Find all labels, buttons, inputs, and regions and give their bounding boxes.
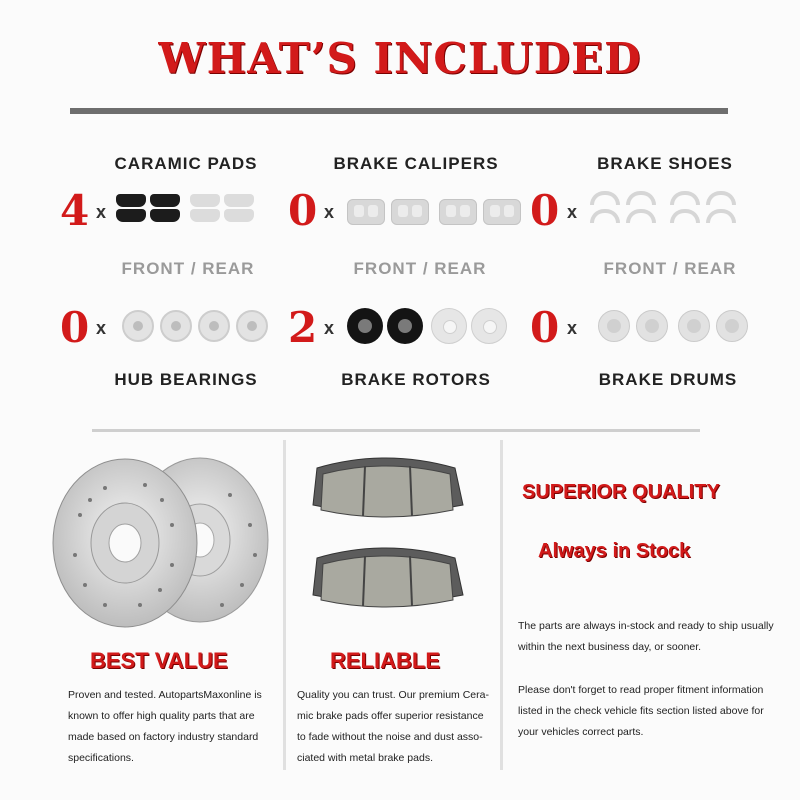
reliable-heading: RELIABLE — [330, 648, 440, 673]
rotor-icon — [347, 308, 383, 344]
brake-pads-image — [305, 450, 470, 630]
reliable-line: mic brake pads offer superior resistance — [297, 710, 484, 722]
best-value-heading: BEST VALUE — [90, 648, 228, 673]
section-divider — [92, 429, 700, 432]
rotor-icon — [471, 308, 507, 344]
brake-rotors-icons — [347, 308, 507, 344]
reliable-line: Quality you can trust. Our premium Cera- — [297, 689, 489, 701]
column-divider — [283, 440, 286, 770]
brake-drums-qty: 0 — [530, 303, 560, 352]
rear-pads-icon — [224, 193, 254, 223]
hub-bearing-icon — [236, 310, 268, 342]
in-stock-line: within the next business day, or sooner. — [518, 641, 702, 653]
hub-bearing-icon — [198, 310, 230, 342]
title-divider — [70, 108, 728, 114]
hub-bearings-qty: 0 — [60, 303, 90, 352]
rotor-icon — [431, 308, 467, 344]
column-divider — [500, 440, 503, 770]
best-value-line: known to offer high quality parts that are — [68, 710, 255, 722]
fitment-line: your vehicles correct parts. — [518, 726, 644, 738]
best-value-line: Proven and tested. AutopartsMaxonline is — [68, 689, 262, 701]
rear-pads-icon — [190, 193, 220, 223]
brake-shoes-icons — [590, 191, 740, 223]
reliable-line: to fade without the noise and dust asso- — [297, 731, 483, 743]
drum-icon — [636, 310, 668, 342]
page-title: WHAT’S INCLUDED — [158, 34, 642, 83]
drum-icon — [678, 310, 710, 342]
brake-rotors-x: x — [324, 318, 335, 338]
reliable-text — [297, 685, 497, 769]
brake-drums-icons — [598, 310, 748, 342]
caliper-icon — [347, 199, 385, 225]
brake-drums-label: BRAKE DRUMS — [598, 370, 738, 389]
hub-bearings-icons — [122, 310, 268, 342]
caramic-pads-x: x — [96, 202, 107, 222]
in-stock-line: The parts are always in-stock and ready to ship usually — [518, 620, 774, 632]
shoe-set-icon — [590, 191, 660, 223]
hub-bearings-label: HUB BEARINGS — [114, 370, 258, 389]
in-stock-text — [518, 616, 788, 658]
drum-icon — [716, 310, 748, 342]
front-pads-icon — [116, 193, 146, 223]
best-value-text — [68, 685, 278, 769]
drum-icon — [598, 310, 630, 342]
superior-quality-heading: SUPERIOR QUALITY — [522, 481, 720, 503]
front-rear-label-3: FRONT / REAR — [603, 259, 737, 278]
hub-bearing-icon — [122, 310, 154, 342]
brake-drums-x: x — [567, 318, 578, 338]
caliper-icon — [439, 199, 477, 225]
hub-bearings-x: x — [96, 318, 107, 338]
fitment-text — [518, 680, 788, 743]
caramic-pads-label: CARAMIC PADS — [114, 154, 258, 173]
caliper-icon — [391, 199, 429, 225]
front-rear-label-1: FRONT / REAR — [121, 259, 255, 278]
reliable-line: ciated with metal brake pads. — [297, 752, 433, 764]
best-value-line: specifications. — [68, 752, 134, 764]
brake-calipers-qty: 0 — [288, 186, 318, 235]
brake-calipers-icons — [347, 199, 521, 225]
brake-rotors-image — [50, 455, 275, 635]
brake-shoes-qty: 0 — [530, 186, 560, 235]
ceramic-pads-icons — [116, 193, 254, 223]
hub-bearing-icon — [160, 310, 192, 342]
brake-shoes-label: BRAKE SHOES — [597, 154, 733, 173]
fitment-line: listed in the check vehicle fits section listed above for — [518, 705, 764, 717]
brake-rotors-qty: 2 — [288, 303, 318, 352]
fitment-line: Please don't forget to read proper fitment information — [518, 684, 764, 696]
front-rear-label-2: FRONT / REAR — [353, 259, 487, 278]
shoe-set-icon — [670, 191, 740, 223]
brake-rotors-label: BRAKE ROTORS — [341, 370, 491, 389]
brake-calipers-x: x — [324, 202, 335, 222]
caliper-icon — [483, 199, 521, 225]
rotor-icon — [387, 308, 423, 344]
brake-shoes-x: x — [567, 202, 578, 222]
front-pads-icon — [150, 193, 180, 223]
best-value-line: made based on factory industry standard — [68, 731, 259, 743]
caramic-pads-qty: 4 — [60, 186, 90, 235]
brake-calipers-label: BRAKE CALIPERS — [333, 154, 499, 173]
always-in-stock-heading: Always in Stock — [538, 540, 691, 562]
